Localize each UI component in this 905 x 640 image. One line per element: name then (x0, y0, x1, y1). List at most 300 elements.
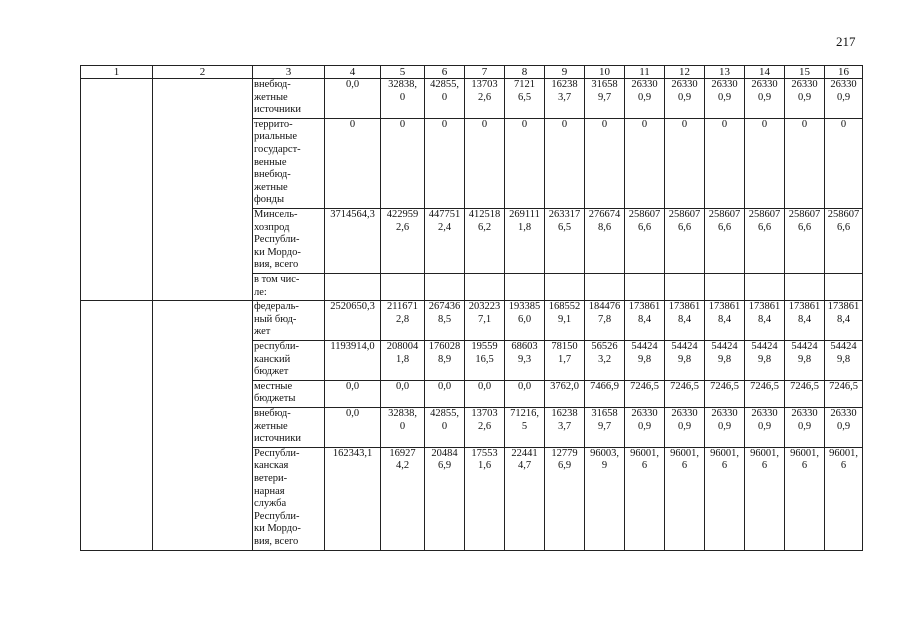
cell-line: 26330 (751, 79, 778, 90)
value-cell (505, 380, 545, 407)
table-row (81, 79, 863, 119)
value-cell (745, 118, 785, 208)
cell-line: 258607 (788, 208, 821, 220)
value-cell (425, 79, 465, 119)
value-cell (425, 118, 465, 208)
cell-line: 16238 (551, 407, 578, 419)
value-cell (381, 380, 425, 407)
cell-line: 7246,5 (710, 380, 739, 392)
column-number-4: 4 (325, 66, 381, 79)
cell-line: внебюд- (254, 79, 291, 90)
cell-line: 96001, (670, 447, 699, 459)
value-cell (625, 380, 665, 407)
value-cell (325, 380, 381, 407)
cell-line: 4,7 (517, 460, 532, 472)
row-label (253, 208, 325, 273)
cell-line: 0,9 (757, 91, 772, 103)
cell-line: 7246,5 (829, 380, 858, 392)
value-cell (745, 273, 785, 300)
row-label (253, 447, 325, 550)
cell-line: 0 (641, 118, 648, 130)
value-cell (585, 301, 625, 341)
cell-line: внебюд- (254, 407, 291, 419)
cell-line: 6,6 (717, 221, 732, 233)
cell-line: вия, всего (254, 535, 299, 547)
value-cell (625, 340, 665, 380)
cell-line: бюджет (254, 366, 289, 378)
cell-line: 263317 (548, 208, 581, 220)
cell-line: 9,8 (717, 353, 732, 365)
cell-line: фонды (254, 194, 285, 206)
cell-line: 7466,9 (590, 380, 619, 392)
value-cell (465, 273, 505, 300)
cell-line: республи- (254, 340, 299, 352)
cell-line: 0 (441, 91, 448, 103)
value-cell (505, 301, 545, 341)
value-cell (505, 79, 545, 119)
cell-line: 0 (721, 118, 728, 130)
value-cell (465, 407, 505, 447)
cell-line: 1,8 (395, 353, 410, 365)
cell-line: 7246,5 (750, 380, 779, 392)
cell-line: 96001, (750, 447, 779, 459)
cell-line: 162343,1 (332, 447, 373, 459)
cell-line: 0,0 (395, 380, 410, 392)
value-cell (465, 301, 505, 341)
value-cell (665, 208, 705, 273)
value-cell (545, 79, 585, 119)
cell-line: 6 (641, 460, 648, 472)
value-cell (705, 79, 745, 119)
cell-line: 54424 (830, 340, 857, 352)
cell-line: 258607 (748, 208, 781, 220)
value-cell (745, 380, 785, 407)
cell-line: 7246,5 (670, 380, 699, 392)
value-cell (505, 407, 545, 447)
value-cell (425, 208, 465, 273)
cell-line: жетные (254, 181, 288, 193)
cell-line: 32838, (388, 79, 417, 90)
column-number-7: 7 (465, 66, 505, 79)
cell-line: 96001, (630, 447, 659, 459)
value-cell (505, 340, 545, 380)
cell-line: 26330 (830, 407, 857, 419)
value-cell (745, 301, 785, 341)
value-cell (745, 407, 785, 447)
cell-line: государст- (254, 143, 301, 155)
value-cell (465, 79, 505, 119)
value-cell (825, 118, 863, 208)
value-cell (505, 273, 545, 300)
cell-line: 3,7 (557, 420, 572, 432)
cell-line: 1,8 (517, 221, 532, 233)
value-cell (665, 447, 705, 550)
cell-line: 0 (441, 420, 448, 432)
value-cell (665, 79, 705, 119)
value-cell (625, 118, 665, 208)
cell-line: 7,1 (477, 313, 492, 325)
column-number-1: 1 (81, 66, 153, 79)
budget-table (80, 65, 863, 551)
value-cell (785, 407, 825, 447)
value-cell (705, 301, 745, 341)
cell-line: внебюд- (254, 169, 291, 181)
cell-line: 7121 (514, 79, 535, 90)
value-cell (665, 273, 705, 300)
cell-line: 258607 (708, 208, 741, 220)
cell-line: ки Мордо- (254, 246, 301, 258)
cell-line: 1,7 (557, 353, 572, 365)
cell-line: 6,9 (437, 460, 452, 472)
value-cell (505, 447, 545, 550)
cell-line: 13703 (471, 407, 498, 419)
cell-line: 0,9 (836, 420, 851, 432)
cell-line: 0,0 (345, 79, 360, 90)
cell-line: 71216, (510, 407, 539, 419)
cell-line: 1193914,0 (330, 340, 375, 352)
cell-line: 203223 (468, 301, 501, 313)
cell-line: 26330 (711, 407, 738, 419)
cell-line: 9,3 (517, 353, 532, 365)
value-cell (505, 208, 545, 273)
column-number-14: 14 (745, 66, 785, 79)
cell-line: 0 (399, 118, 406, 130)
cell-line: 0 (801, 118, 808, 130)
cell-line: 32838, (388, 407, 417, 419)
cell-line: 7,8 (597, 313, 612, 325)
cell-line: 6 (761, 460, 768, 472)
cell-line: ле: (254, 286, 267, 298)
cell-line: 258607 (628, 208, 661, 220)
cell-line: 16,5 (475, 353, 494, 365)
value-cell (545, 340, 585, 380)
value-cell (825, 340, 863, 380)
cell-line: 258607 (668, 208, 701, 220)
cell-line: вия, всего (254, 259, 299, 271)
value-cell (545, 301, 585, 341)
cell-line: 0 (399, 91, 406, 103)
cell-line: 2,6 (477, 420, 492, 432)
cell-line: 0,0 (517, 380, 532, 392)
cell-line: нарная (254, 485, 285, 497)
cell-line: 3762,0 (550, 380, 579, 392)
cell-line: канская (254, 460, 289, 472)
value-cell (705, 447, 745, 550)
cell-line: 267436 (428, 301, 461, 313)
cell-line: 26330 (671, 79, 698, 90)
cell-line: 6 (721, 460, 728, 472)
cell-line: 16238 (551, 79, 578, 90)
value-cell (325, 273, 381, 300)
value-cell (625, 273, 665, 300)
cell-line: 276674 (588, 208, 621, 220)
value-cell (745, 208, 785, 273)
value-cell (585, 340, 625, 380)
cell-line: 2,4 (437, 221, 452, 233)
value-cell (545, 380, 585, 407)
cell-line: 26330 (791, 79, 818, 90)
value-cell (625, 208, 665, 273)
row-label (253, 301, 325, 341)
cell-line: 9,8 (677, 353, 692, 365)
cell-line: 173861 (668, 301, 701, 313)
cell-line: 0 (349, 118, 356, 130)
cell-line: 1,6 (477, 460, 492, 472)
col1-cell (81, 301, 153, 550)
value-cell (825, 208, 863, 273)
cell-line: 0,9 (637, 420, 652, 432)
cell-line: 173861 (708, 301, 741, 313)
cell-line: 6,5 (557, 221, 572, 233)
row-label (253, 380, 325, 407)
cell-line: 8,6 (597, 221, 612, 233)
column-number-5: 5 (381, 66, 425, 79)
cell-line: 13703 (471, 79, 498, 90)
cell-line: 16927 (389, 447, 416, 459)
cell-line: 0,0 (345, 380, 360, 392)
column-number-2: 2 (153, 66, 253, 79)
column-number-11: 11 (625, 66, 665, 79)
cell-line: 0 (840, 118, 847, 130)
cell-line: 0 (521, 118, 528, 130)
value-cell (785, 301, 825, 341)
cell-line: 6,6 (677, 221, 692, 233)
cell-line: 6,9 (557, 460, 572, 472)
cell-line: 0 (561, 118, 568, 130)
cell-line: 4,2 (395, 460, 410, 472)
cell-line: 12779 (551, 447, 578, 459)
value-cell (625, 407, 665, 447)
value-cell (585, 380, 625, 407)
cell-line: 54424 (791, 340, 818, 352)
cell-line: 8,9 (437, 353, 452, 365)
cell-line: 176028 (428, 340, 461, 352)
col2-cell (153, 79, 253, 301)
cell-line: 26330 (631, 407, 658, 419)
cell-line: 54424 (631, 340, 658, 352)
cell-line: служба (254, 498, 287, 510)
cell-line: 9,8 (637, 353, 652, 365)
value-cell (705, 208, 745, 273)
cell-line: 96003, (590, 447, 619, 459)
value-cell (705, 118, 745, 208)
cell-line: 26330 (711, 79, 738, 90)
cell-line: 0,9 (836, 91, 851, 103)
cell-line: 0,0 (437, 380, 452, 392)
value-cell (665, 118, 705, 208)
cell-line: ветери- (254, 472, 288, 484)
value-cell (465, 447, 505, 550)
value-cell (825, 447, 863, 550)
cell-line: венные (254, 156, 287, 168)
cell-line: 0,0 (477, 380, 492, 392)
cell-line: 7246,5 (790, 380, 819, 392)
value-cell (325, 407, 381, 447)
value-cell (381, 208, 425, 273)
value-cell (381, 118, 425, 208)
cell-line: источники (254, 433, 301, 445)
cell-line: 96001, (790, 447, 819, 459)
row-label (253, 118, 325, 208)
cell-line: 269111 (509, 208, 540, 220)
cell-line: 8,4 (717, 313, 732, 325)
cell-line: 412518 (468, 208, 501, 220)
table-body (81, 66, 863, 551)
value-cell (585, 273, 625, 300)
value-cell (465, 118, 505, 208)
cell-line: 422959 (386, 208, 419, 220)
value-cell (425, 447, 465, 550)
cell-line: 3714564,3 (330, 208, 375, 220)
value-cell (665, 301, 705, 341)
value-cell (825, 301, 863, 341)
value-cell (425, 380, 465, 407)
cell-line: 184476 (588, 301, 621, 313)
cell-line: 54424 (671, 340, 698, 352)
cell-line: 6 (801, 460, 808, 472)
cell-line: 173861 (628, 301, 661, 313)
column-number-13: 13 (705, 66, 745, 79)
value-cell (705, 407, 745, 447)
cell-line: 0 (601, 118, 608, 130)
cell-line: 8,4 (836, 313, 851, 325)
cell-line: 2,8 (395, 313, 410, 325)
cell-line: Республи- (254, 234, 300, 246)
cell-line: 6 (681, 460, 688, 472)
value-cell (325, 118, 381, 208)
cell-line: 2520650,3 (330, 301, 375, 313)
cell-line: 56526 (591, 340, 618, 352)
value-cell (465, 340, 505, 380)
cell-line: 0,9 (717, 91, 732, 103)
cell-line: 9,7 (597, 91, 612, 103)
value-cell (381, 301, 425, 341)
value-cell (425, 301, 465, 341)
cell-line: 2,6 (395, 221, 410, 233)
cell-line: 6,5 (517, 91, 532, 103)
cell-line: 168552 (548, 301, 581, 313)
row-label (253, 340, 325, 380)
column-number-12: 12 (665, 66, 705, 79)
cell-line: 211671 (386, 301, 419, 313)
cell-line: 42855, (430, 79, 459, 90)
column-number-9: 9 (545, 66, 585, 79)
value-cell (825, 407, 863, 447)
cell-line: 9,8 (797, 353, 812, 365)
value-cell (381, 273, 425, 300)
cell-line: Республи- (254, 510, 300, 522)
cell-line: риальные (254, 131, 297, 143)
value-cell (425, 407, 465, 447)
cell-line: 19559 (471, 340, 498, 352)
cell-line: 173861 (827, 301, 860, 313)
value-cell (585, 118, 625, 208)
value-cell (705, 380, 745, 407)
value-cell (425, 273, 465, 300)
cell-line: Республи- (254, 447, 300, 459)
cell-line: 20484 (431, 447, 458, 459)
value-cell (785, 273, 825, 300)
cell-line: 5 (521, 420, 528, 432)
value-cell (325, 447, 381, 550)
cell-line: 9,8 (757, 353, 772, 365)
row-label (253, 79, 325, 119)
column-number-6: 6 (425, 66, 465, 79)
column-number-row (81, 66, 863, 79)
value-cell (745, 340, 785, 380)
cell-line: Минсель- (254, 208, 298, 220)
value-cell (381, 407, 425, 447)
cell-line: 17553 (471, 447, 498, 459)
cell-line: 6,2 (477, 221, 492, 233)
value-cell (465, 208, 505, 273)
cell-line: 96001, (829, 447, 858, 459)
value-cell (785, 208, 825, 273)
cell-line: 173861 (788, 301, 821, 313)
value-cell (745, 79, 785, 119)
cell-line: 6,6 (836, 221, 851, 233)
cell-line: 31658 (591, 407, 618, 419)
col2-cell (153, 301, 253, 550)
cell-line: 54424 (751, 340, 778, 352)
cell-line: 0,9 (797, 420, 812, 432)
value-cell (545, 118, 585, 208)
value-cell (785, 340, 825, 380)
cell-line: 0 (681, 118, 688, 130)
cell-line: 9,1 (557, 313, 572, 325)
value-cell (665, 340, 705, 380)
value-cell (665, 407, 705, 447)
cell-line: источники (254, 104, 301, 116)
value-cell (625, 447, 665, 550)
value-cell (545, 273, 585, 300)
cell-line: жетные (254, 91, 288, 103)
cell-line: 0,9 (717, 420, 732, 432)
cell-line: 0,9 (757, 420, 772, 432)
value-cell (625, 301, 665, 341)
cell-line: местные (254, 380, 293, 392)
cell-line: 0 (481, 118, 488, 130)
cell-line: 9,7 (597, 420, 612, 432)
value-cell (325, 301, 381, 341)
column-number-16: 16 (825, 66, 863, 79)
value-cell (785, 79, 825, 119)
value-cell (505, 118, 545, 208)
cell-line: 68603 (511, 340, 538, 352)
cell-line: 0,9 (677, 420, 692, 432)
cell-line: 173861 (748, 301, 781, 313)
cell-line: 0,9 (797, 91, 812, 103)
cell-line: 6 (840, 460, 847, 472)
value-cell (325, 208, 381, 273)
column-number-8: 8 (505, 66, 545, 79)
cell-line: 0 (399, 420, 406, 432)
cell-line: 0 (761, 118, 768, 130)
cell-line: 6,0 (517, 313, 532, 325)
cell-line: 0 (441, 118, 448, 130)
value-cell (545, 208, 585, 273)
value-cell (825, 380, 863, 407)
cell-line: ки Мордо- (254, 523, 301, 535)
value-cell (625, 79, 665, 119)
value-cell (665, 380, 705, 407)
cell-line: 0,9 (677, 91, 692, 103)
cell-line: 22441 (511, 447, 538, 459)
cell-line: 7246,5 (630, 380, 659, 392)
cell-line: 31658 (591, 79, 618, 90)
cell-line: 8,4 (797, 313, 812, 325)
cell-line: федераль- (254, 301, 299, 313)
